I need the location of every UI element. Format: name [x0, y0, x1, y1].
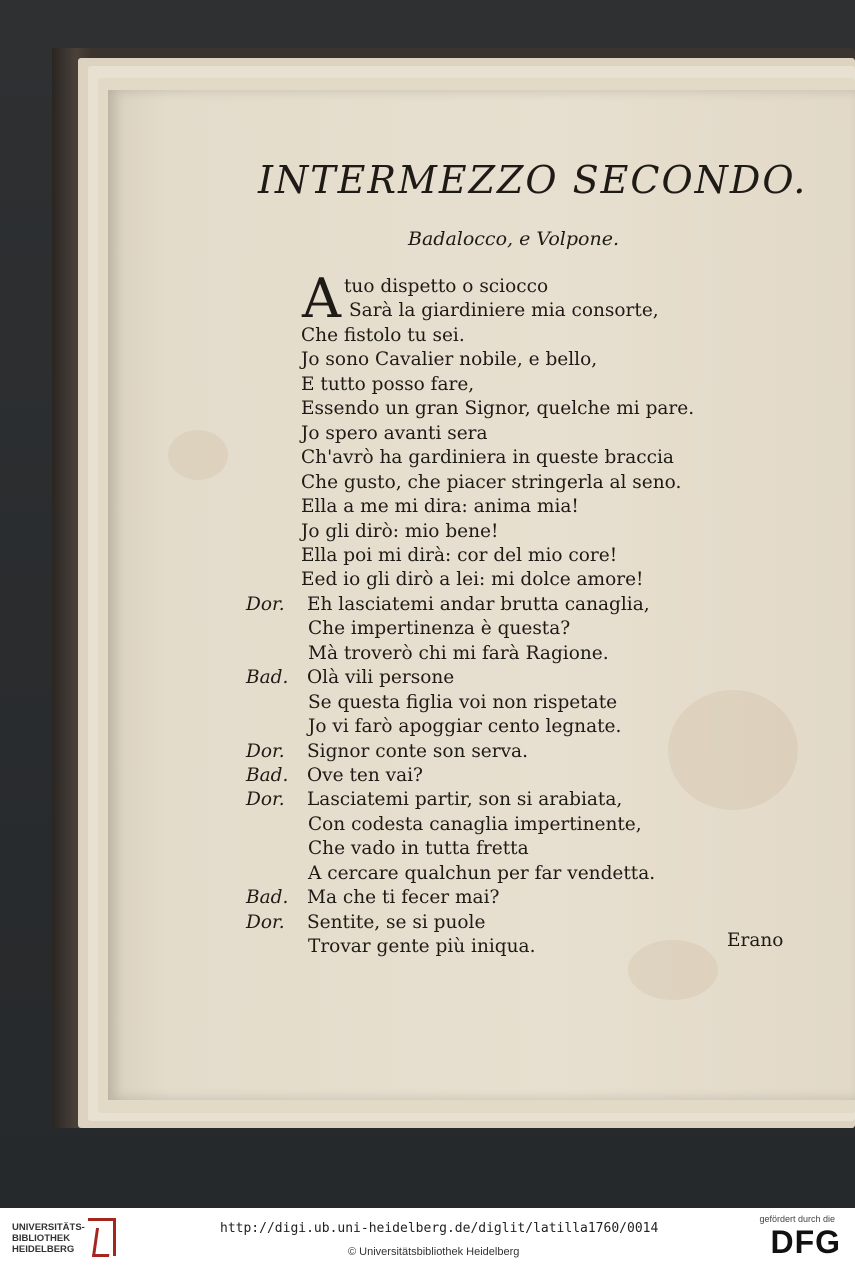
- logo-line: UNIVERSITÄTS-: [12, 1222, 85, 1233]
- verse-line: Trovar gente più iniqua.: [308, 936, 536, 958]
- speaker-label: Dor.: [246, 789, 285, 811]
- library-logo-text: [12, 1222, 85, 1255]
- verse-line: Lasciatemi partir, son si arabiata,: [307, 789, 623, 811]
- paper-stain: [168, 430, 228, 480]
- speaker-label: Bad.: [246, 887, 289, 909]
- verse-line: Che fistolo tu sei.: [301, 324, 465, 346]
- copyright-notice: © Universitätsbibliothek Heidelberg: [348, 1246, 520, 1258]
- verse-line: Sarà la giardiniere mia consorte,: [349, 300, 659, 322]
- verse-line: Jo sono Cavalier nobile, e bello,: [301, 349, 598, 371]
- paper-stain: [668, 690, 798, 810]
- verse-line: Ch'avrò ha gardiniera in queste braccia: [301, 447, 674, 469]
- page-subtitle: Badalocco, e Volpone.: [408, 228, 619, 250]
- speaker-label: Dor.: [246, 740, 285, 762]
- verse-line: Se questa figlia voi non rispetate: [308, 691, 618, 713]
- verse-line: Olà vili persone: [307, 667, 455, 689]
- verse-line: Che gusto, che piacer stringerla al seno.: [301, 471, 682, 493]
- verse-line: tuo dispetto o sciocco: [344, 276, 549, 297]
- verse-line: E tutto posso fare,: [301, 373, 475, 395]
- verse-line: Eh lasciatemi andar brutta canaglia,: [307, 593, 650, 615]
- viewer-footer: [0, 1208, 855, 1268]
- paper-stain: [628, 940, 718, 1000]
- verse-line: Eed io gli dirò a lei: mi dolce amore!: [301, 569, 644, 591]
- dfg-logo: DFG: [770, 1224, 841, 1260]
- verse-line: Ma che ti fecer mai?: [307, 887, 500, 909]
- verse-line: Essendo un gran Signor, quelche mi pare.: [301, 398, 695, 420]
- speaker-label: Dor.: [246, 911, 285, 933]
- verse-line: Signor conte son serva.: [307, 740, 528, 762]
- speaker-label: Bad.: [246, 667, 289, 689]
- page-title: INTERMEZZO SECONDO.: [258, 158, 808, 202]
- verse-line: Con codesta canaglia impertinente,: [308, 813, 642, 835]
- speaker-label: Bad.: [246, 765, 289, 786]
- verse-line: Mà troverò chi mi farà Ragione.: [308, 642, 609, 664]
- verse-line: Che vado in tutta fretta: [308, 838, 529, 860]
- verse-line: Jo vi farò apoggiar cento legnate.: [308, 716, 622, 738]
- verse-line: Ella poi mi dirà: cor del mio core!: [301, 544, 618, 566]
- verse-line: Che impertinenza è questa?: [308, 618, 571, 640]
- verse-line: Sentite, se si puole: [307, 911, 486, 933]
- speaker-label: Dor.: [246, 593, 285, 615]
- verse-line: Ella a me mi dira: anima mia!: [301, 496, 579, 518]
- verse-line: Ove ten vai?: [307, 765, 423, 786]
- verse-line: Jo gli dirò: mio bene!: [301, 520, 499, 542]
- catchword: Erano: [727, 930, 784, 951]
- logo-line: HEIDELBERG: [12, 1244, 75, 1255]
- verse-line: A cercare qualchun per far vendetta.: [308, 862, 656, 884]
- drop-cap: A: [302, 267, 341, 330]
- funded-by-label: gefördert durch die: [759, 1214, 835, 1224]
- verse-line: Jo spero avanti sera: [301, 422, 488, 444]
- logo-line: BIBLIOTHEK: [12, 1233, 71, 1244]
- permalink-url[interactable]: http://digi.ub.uni-heidelberg.de/diglit/latilla1760/0014: [220, 1221, 659, 1236]
